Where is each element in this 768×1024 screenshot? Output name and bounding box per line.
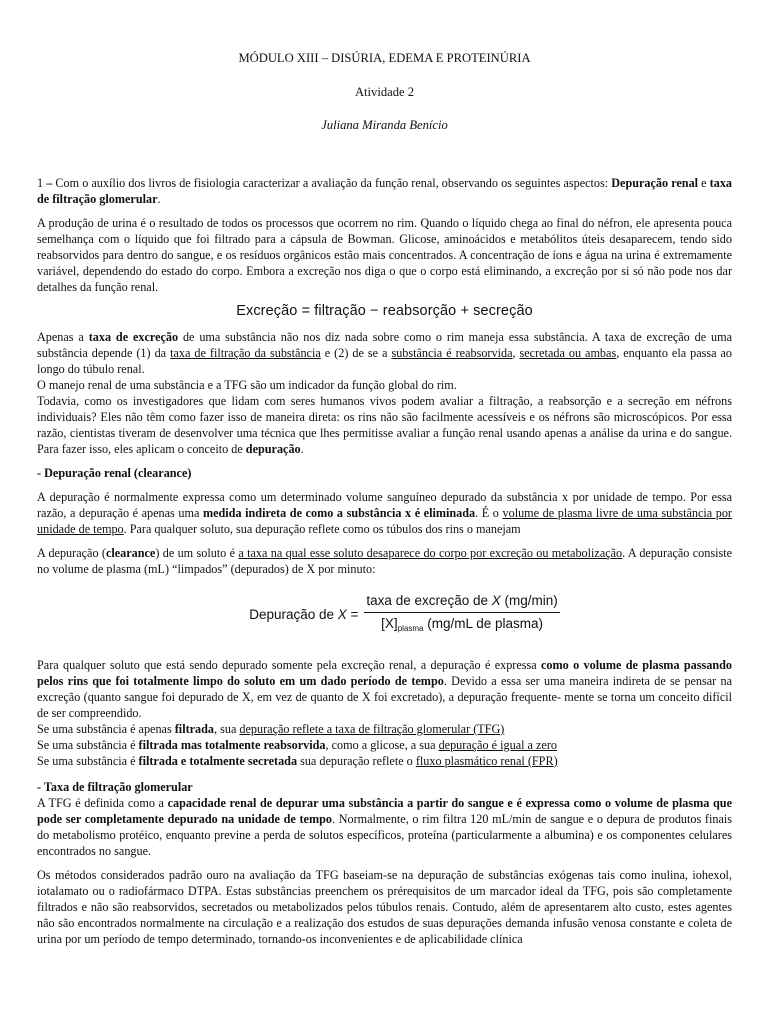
paragraph-excretion-rate (37, 329, 732, 377)
underlined-text: substância é reabsorvida (391, 346, 513, 360)
text: . (300, 442, 304, 456)
denominator-subscript: plasma (397, 624, 424, 633)
bold-text: filtrada (174, 722, 215, 736)
underlined-text: depuração reflete a taxa de filtração glomerular (TFG) (239, 722, 505, 736)
question-conj: e (698, 176, 710, 190)
author-name: Juliana Miranda Benício (321, 118, 448, 132)
denominator-unit: (mg/mL de plasma) (423, 616, 544, 631)
numerator-variable: X (491, 593, 501, 608)
text: . Devido a essa ser uma maneira indireta de se pensar na excreção (quanto sangue foi depurado de X, em vez de quanto de X foi excretado), a depuração frequente- mente se torna um conceito difícil de ser compreendido. (37, 674, 732, 720)
clearance-formula (77, 593, 732, 637)
question-number: 1 (37, 176, 47, 190)
question-dash: – (46, 176, 53, 190)
paragraph-gold-standard: Os métodos considerados padrão ouro na avaliação da TFG baseiam-se na depuração de substâncias exógenas tais como inulina, iohexol, iotalamato ou o radiofármaco DTPA. Estas substâncias preenchem os prérequisitos de um marcador ideal da TFG, pois são completamente filtrados e não são reabsorvidos, secretados ou metabolizados pelos túbulos renais. Contudo, além de apresentarem alto custo, estes agentes não são encontrados normalmente na circulação e a realização dos estudos de suas depurações demanda infusão venosa constante e coleta de urina por um período de tempo determinado, tornando-os inconvenientes e de aplicabilidade clínica (37, 868, 732, 946)
bold-text: clearance (105, 546, 156, 560)
underlined-text: volume de plasma livre de uma substância por unidade de tempo (37, 506, 732, 536)
question-text: Com o auxílio dos livros de fisiologia caracterizar a avaliação da função renal, observando os seguintes aspectos: (52, 176, 612, 190)
bold-text: filtrada mas totalmente reabsorvida (138, 738, 326, 752)
section-heading: - Taxa de filtração glomerular (37, 780, 193, 794)
denominator-conc: [X] (381, 616, 398, 631)
bold-text: depuração (245, 442, 301, 456)
underlined-text: secretada ou ambas (519, 346, 617, 360)
numerator-unit: (mg/min) (500, 593, 558, 608)
numerator-text: taxa de excreção de (366, 593, 492, 608)
section-heading: - Depuração renal (clearance) (37, 466, 192, 480)
text: Apenas a (37, 330, 89, 344)
bold-text: como o volume de plasma passando pelos rins que foi totalmente limpo do soluto em um dado período de tempo (37, 658, 732, 688)
underlined-text: taxa de filtração da substância (170, 346, 321, 360)
document-title: MÓDULO XIII – DISÚRIA, EDEMA E PROTEINÚRIA (238, 51, 531, 65)
paragraph-renal-handling: O manejo renal de uma substância e a TFG são um indicador da função global do rim. (37, 378, 457, 392)
formula-numerator (364, 593, 559, 612)
line-filtered-only (37, 721, 732, 737)
text: Todavia, como os investigadores que lidam com seres humanos vivos podem avaliar a filtração, a reabsorção e a secreção em néfrons individuais? Eles não têm como fazer isso de maneira direta: os rins não são facilmente acessíveis e os néfrons são microscópicos. Por essa razão, cientistas tiveram de desenvolver uma técnica que lhes permitisse avaliar a função renal usando apenas a análise da urina e do sangue. Para fazer isso, eles aplicam o conceito de (37, 394, 732, 456)
bold-text: capacidade renal de depurar uma substância a partir do sangue e é expressa como o volume de plasma que pode ser completamente depurado na unidade de tempo (37, 796, 732, 826)
text: Se uma substância é (37, 754, 139, 768)
text: . Para qualquer soluto, sua depuração reflete como os túbulos dos rins o manejam (123, 522, 521, 536)
activity-subtitle: Atividade 2 (354, 85, 415, 99)
text: . Normalmente, o rim filtra 120 mL/min de sangue e o depura de produtos finais do metabolismo protéico, enquanto previne a perda de solutos específicos, proteína (particularmente a albumina) e os componentes celulares encontrados no sangue. (37, 812, 733, 858)
excretion-formula: Excreção = filtração − reabsorção + secreção (236, 303, 533, 319)
text: ) de um soluto é (155, 546, 239, 560)
bold-text: medida indireta de como a substância x é eliminada (202, 506, 476, 520)
topic-depuracao: Depuração renal (611, 176, 699, 190)
spacer (37, 769, 732, 779)
topic-tfg: taxa de filtração glomerular (37, 176, 733, 206)
underlined-text: depuração é igual a zero (438, 738, 557, 752)
underlined-text: a taxa na qual esse soluto desaparece do corpo por excreção ou metabolização (238, 546, 623, 560)
text: e (2) de se a (320, 346, 392, 360)
text: , como a glicose, a sua (325, 738, 439, 752)
formula-variable: X (337, 607, 347, 622)
question-end: . (157, 192, 161, 206)
line-filtered-reabsorbed (37, 737, 732, 753)
formula-lhs-text: Depuração de (249, 607, 338, 622)
underlined-text: fluxo plasmático renal (FPR) (415, 754, 558, 768)
text: Para qualquer soluto que está sendo depurado somente pela excreção renal, a depuração é expressa (37, 658, 541, 672)
text: , enquanto ela passa ao longo do túbulo renal. (37, 346, 733, 376)
text: sua depuração reflete o (297, 754, 416, 768)
formula-lhs (249, 607, 358, 623)
formula-equals: = (346, 607, 359, 622)
text: Se uma substância é apenas (37, 722, 175, 736)
question-1 (37, 175, 732, 207)
heading-clearance (37, 465, 732, 481)
paragraph-tfg-definition (37, 795, 732, 859)
heading-tfg (37, 779, 732, 795)
bold-text: taxa de excreção (88, 330, 179, 344)
bold-text: filtrada e totalmente secretada (138, 754, 298, 768)
text: . A depuração consiste no volume de plasma (mL) “limpados” (depurados) de X por minuto: (37, 546, 732, 576)
paragraph-urine-production: A produção de urina é o resultado de todos os processos que ocorrem no rim. Quando o líquido chega ao final do néfron, ele apresenta pouca semelhança com o líquido que foi filtrado para a cápsula de Bowman. Glicose, aminoácidos e metabólitos úteis desaparecem, tendo sido reabsorvidos para dentro do sangue, e os resíduos orgânicos estão mais concentrados. A concentração de íons e água na urina é extremamente variável, dependendo do estado do corpo. Embora a excreção nos diga o que o corpo está eliminando, a excreção por si só não pode nos dar detalhes da função renal. (37, 216, 732, 294)
text: A TFG é definida como a (37, 796, 168, 810)
text: Se uma substância é (37, 738, 139, 752)
text: . É o (475, 506, 503, 520)
text: A depuração é normalmente expressa como um determinado volume sanguíneo depurado da substância x por unidade de tempo. Por essa razão, a depuração é apenas uma (37, 490, 732, 520)
text: , sua (214, 722, 240, 736)
formula-denominator (381, 613, 543, 637)
text: , (512, 346, 520, 360)
paragraph-clearance-definition (37, 489, 732, 537)
paragraph-renal-excretion (37, 657, 732, 721)
paragraph-clearance-rate (37, 545, 732, 577)
line-filtered-secreted (37, 753, 732, 769)
formula-fraction (364, 593, 559, 637)
paragraph-investigators (37, 393, 732, 457)
text: de uma substância não nos diz nada sobre como o rim maneja essa substância. A taxa de excreção de uma substância depende (1) da (37, 330, 732, 360)
text: A depuração ( (37, 546, 106, 560)
